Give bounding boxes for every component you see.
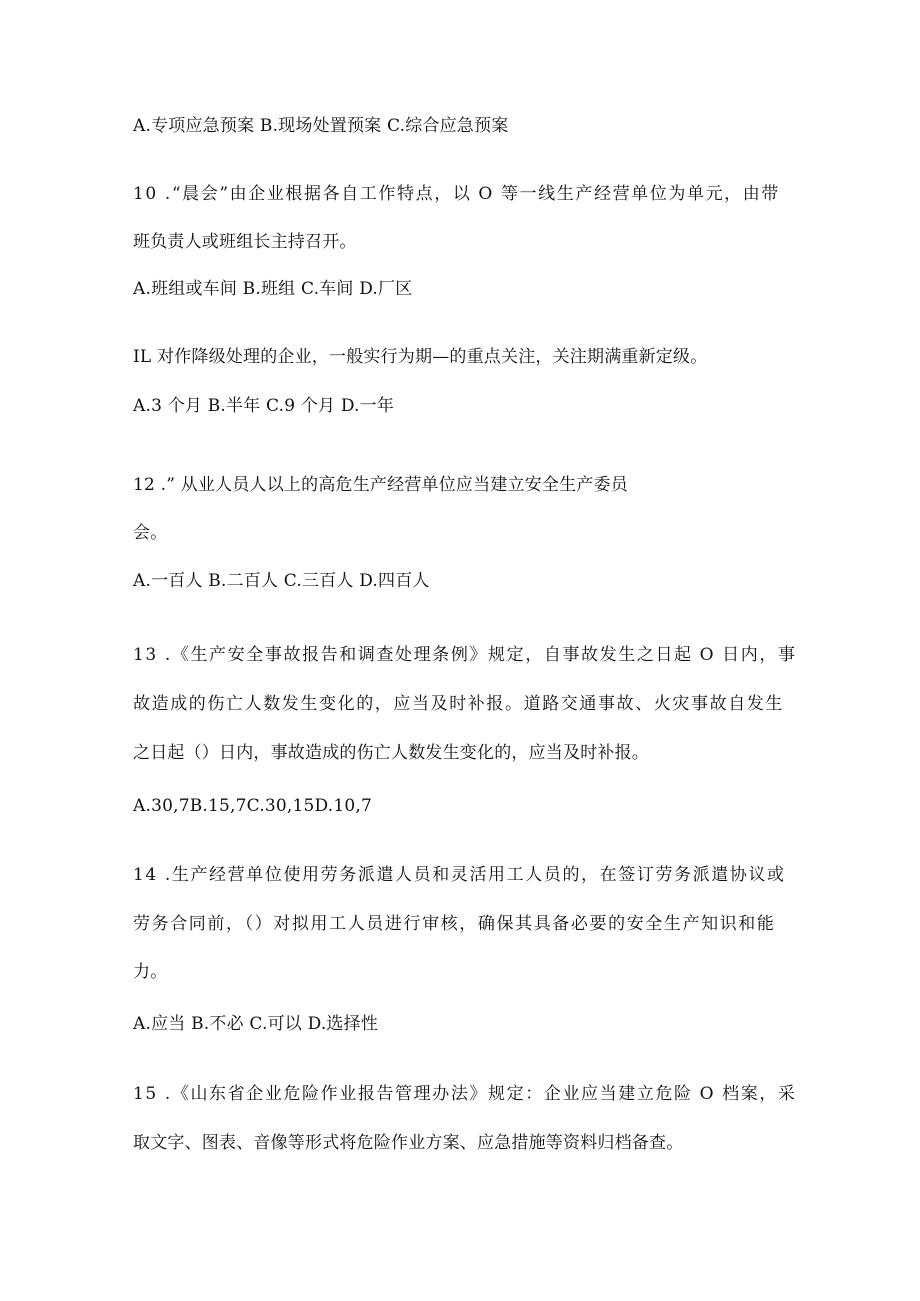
q11-options: A.3 个月 B.半年 C.9 个月 D.一年 <box>133 396 395 416</box>
q10-text-line-2: 班负责人或班组长主持召开。 <box>133 232 357 252</box>
q12-options: A.一百人 B.二百人 C.三百人 D.四百人 <box>133 571 430 591</box>
q10-options: A.班组或车间 B.班组 C.车间 D.厂区 <box>133 279 413 299</box>
q13-text-line-1: 13 .《生产安全事故报告和调查处理条例》规定，自事故发生之日起 O 日内，事 <box>133 645 797 665</box>
q14-options: A.应当 B.不必 C.可以 D.选择性 <box>133 1014 379 1034</box>
q15-text-line-2: 取文字、图表、音像等形式将危险作业方案、应急措施等资料归档备查。 <box>133 1133 684 1153</box>
q13-text-line-2: 故造成的伤亡人数发生变化的，应当及时补报。道路交通事故、火灾事故自发生 <box>133 694 784 714</box>
q14-text-line-2: 劳务合同前，（）对拟用工人员进行审核，确保其具备必要的安全生产知识和能 <box>133 914 776 934</box>
q14-text-line-3: 力。 <box>133 962 168 982</box>
q9-options: A.专项应急预案 B.现场处置预案 C.综合应急预案 <box>133 116 509 136</box>
q10-text-line-1: 10 .“晨会”由企业根据各自工作特点，以 O 等一线生产经营单位为单元，由带 <box>133 184 780 204</box>
q14-text-line-1: 14 .生产经营单位使用劳务派遣人员和灵活用工人员的，在签订劳务派遣协议或 <box>133 865 786 885</box>
q12-text-line-2: 会。 <box>133 523 168 543</box>
q11-text: IL 对作降级处理的企业，一般实行为期—的重点关注，关注期满重新定级。 <box>133 347 708 367</box>
q12-text-line-1: 12 .” 从业人员人以上的高危生产经营单位应当建立安全生产委员 <box>133 475 628 495</box>
q13-options: A.30,7B.15,7C.30,15D.10,7 <box>133 796 373 816</box>
q13-text-line-3: 之日起（）日内，事故造成的伤亡人数发生变化的，应当及时补报。 <box>133 743 649 763</box>
q15-text-line-1: 15 .《山东省企业危险作业报告管理办法》规定：企业应当建立危险 O 档案，采 <box>133 1084 797 1104</box>
